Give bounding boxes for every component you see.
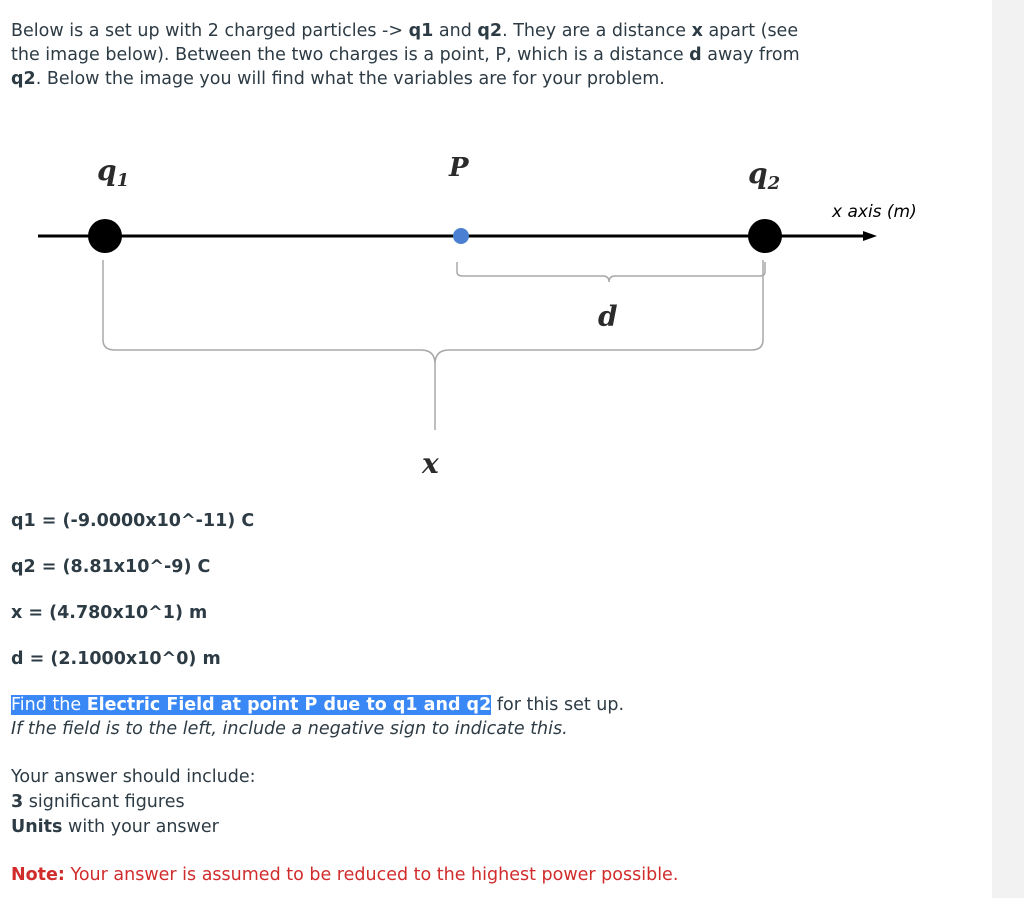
charge-diagram [11,140,951,490]
label-x: x [422,447,439,480]
intro-x: x [691,21,703,41]
intro-q2: q2 [11,69,36,89]
label-q1: $q_1$ [97,154,130,191]
intro-text: Below is a set up with 2 charged particles -> [11,21,409,41]
label-d: d [598,300,618,333]
variable-q1: q1 = (-9.0000x10^-11) C [11,511,255,531]
intro-text: . They are a distance [502,21,692,41]
note-label: Note: [11,865,65,885]
label-p: P [449,153,469,183]
label-q2: $q_2$ [748,157,781,194]
x-brace [103,260,763,430]
answer-requirements [11,765,256,840]
question-prompt [11,693,624,741]
intro-q1: q1 [408,21,434,41]
question-tail: for this set up. [491,695,625,715]
variable-x: x = (4.780x10^1) m [11,603,208,623]
point-p [453,228,469,244]
axis-arrowhead [863,231,877,241]
intro-text: . Below the image you will find what the variables are for your problem. [35,69,665,89]
units-requirement: Units with your answer [11,817,219,837]
highlight-find: Find the Electric Field at point P due to q1 and q2 [11,695,492,715]
variable-d: d = (2.1000x10^0) m [11,649,221,669]
axis-label: x axis (m) [832,202,917,222]
intro-d: d [689,45,702,65]
sig-figs-requirement: 3 significant figures [11,792,185,812]
note-text: Your answer is assumed to be reduced to the highest power possible. [64,865,679,885]
direction-note: If the field is to the left, include a negative sign to indicate this. [11,719,568,739]
intro-text: apart (see the image below). Between the two charges is a point, P, which is a distance [11,21,799,65]
intro-text: and [433,21,478,41]
variable-q2: q2 = (8.81x10^-9) C [11,557,211,577]
charge-q1 [88,219,122,253]
d-brace [457,262,765,282]
answer-intro: Your answer should include: [11,767,256,787]
note-line [11,863,678,887]
charge-q2 [748,219,782,253]
intro-q2: q2 [477,21,503,41]
intro-text: away from [701,45,800,65]
intro-paragraph [11,19,801,91]
right-sidebar [992,0,1024,898]
